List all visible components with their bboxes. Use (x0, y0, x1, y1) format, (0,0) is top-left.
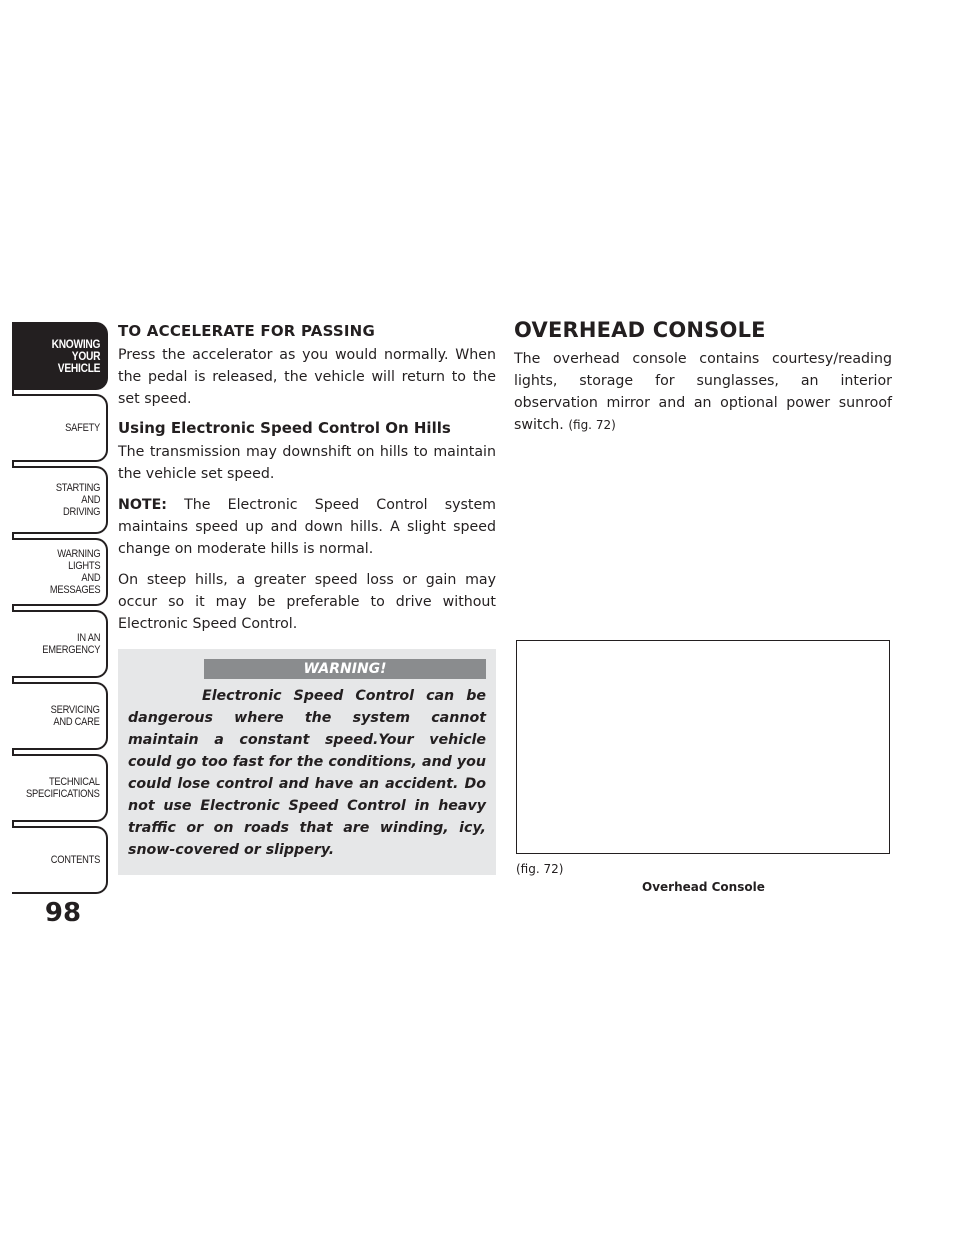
warning-indent (128, 699, 202, 700)
tab-technical-specifications[interactable] (12, 754, 108, 822)
warning-text-block (128, 685, 486, 861)
subsection-heading: Using Electronic Speed Control On Hills (118, 419, 451, 437)
figure-image-placeholder (516, 640, 890, 854)
right-column (514, 318, 892, 445)
tab-knowing-your-vehicle[interactable] (12, 322, 108, 390)
tab-label: STARTING AND DRIVING (55, 482, 100, 518)
tab-label: TECHNICAL SPECIFICATIONS (26, 776, 100, 800)
tab-in-an-emergency[interactable] (12, 610, 108, 678)
warning-text: Electronic Speed Control can be dangerous where the system cannot maintain a constant speed.Your vehicle could go too fast for the conditions, and you could lose control and have an accident. Do not use Electronic Speed Control in heavy traffic or on roads that are winding, icy, snow-covered or slippery. (128, 688, 486, 858)
page-number: 98 (44, 898, 82, 928)
figure-reference[interactable]: (fig. 72) (568, 418, 616, 432)
paragraph-text: The overhead console contains courtesy/reading lights, storage for sunglasses, an interior observation mirror and an optional power sunroof switch. (514, 351, 892, 433)
tab-label: KNOWING YOUR VEHICLE (51, 337, 100, 375)
section-heading: TO ACCELERATE FOR PASSING (118, 322, 375, 340)
note-label: NOTE: (118, 497, 167, 513)
paragraph: Press the accelerator as you would normally. When the pedal is released, the vehicle will return to the set speed. (118, 347, 496, 407)
chapter-tabs (12, 322, 108, 898)
tab-label: SERVICING AND CARE (51, 704, 100, 728)
tab-label: CONTENTS (50, 854, 100, 866)
figure-caption: Overhead Console (642, 880, 765, 894)
tab-warning-lights-and-messages[interactable] (12, 538, 108, 606)
tab-safety[interactable] (12, 394, 108, 462)
tab-servicing-and-care[interactable] (12, 682, 108, 750)
paragraph (514, 348, 892, 436)
warning-title: WARNING! (204, 659, 486, 679)
note-text: The Electronic Speed Control system maintains speed up and down hills. A slight speed change on moderate hills is normal. (118, 497, 496, 557)
left-column (118, 318, 496, 875)
tab-label: WARNING LIGHTS AND MESSAGES (49, 548, 100, 596)
tab-contents[interactable] (12, 826, 108, 894)
note-paragraph (118, 494, 496, 560)
tab-label: IN AN EMERGENCY (42, 632, 100, 656)
paragraph: On steep hills, a greater speed loss or gain may occur so it may be preferable to drive without Electronic Speed Control. (118, 572, 496, 632)
section-heading: OVERHEAD CONSOLE (514, 318, 766, 342)
tab-starting-and-driving[interactable] (12, 466, 108, 534)
figure-label: (fig. 72) (516, 862, 564, 876)
tab-label: SAFETY (65, 422, 100, 434)
warning-box (118, 649, 496, 875)
paragraph: The transmission may downshift on hills to maintain the vehicle set speed. (118, 444, 496, 482)
